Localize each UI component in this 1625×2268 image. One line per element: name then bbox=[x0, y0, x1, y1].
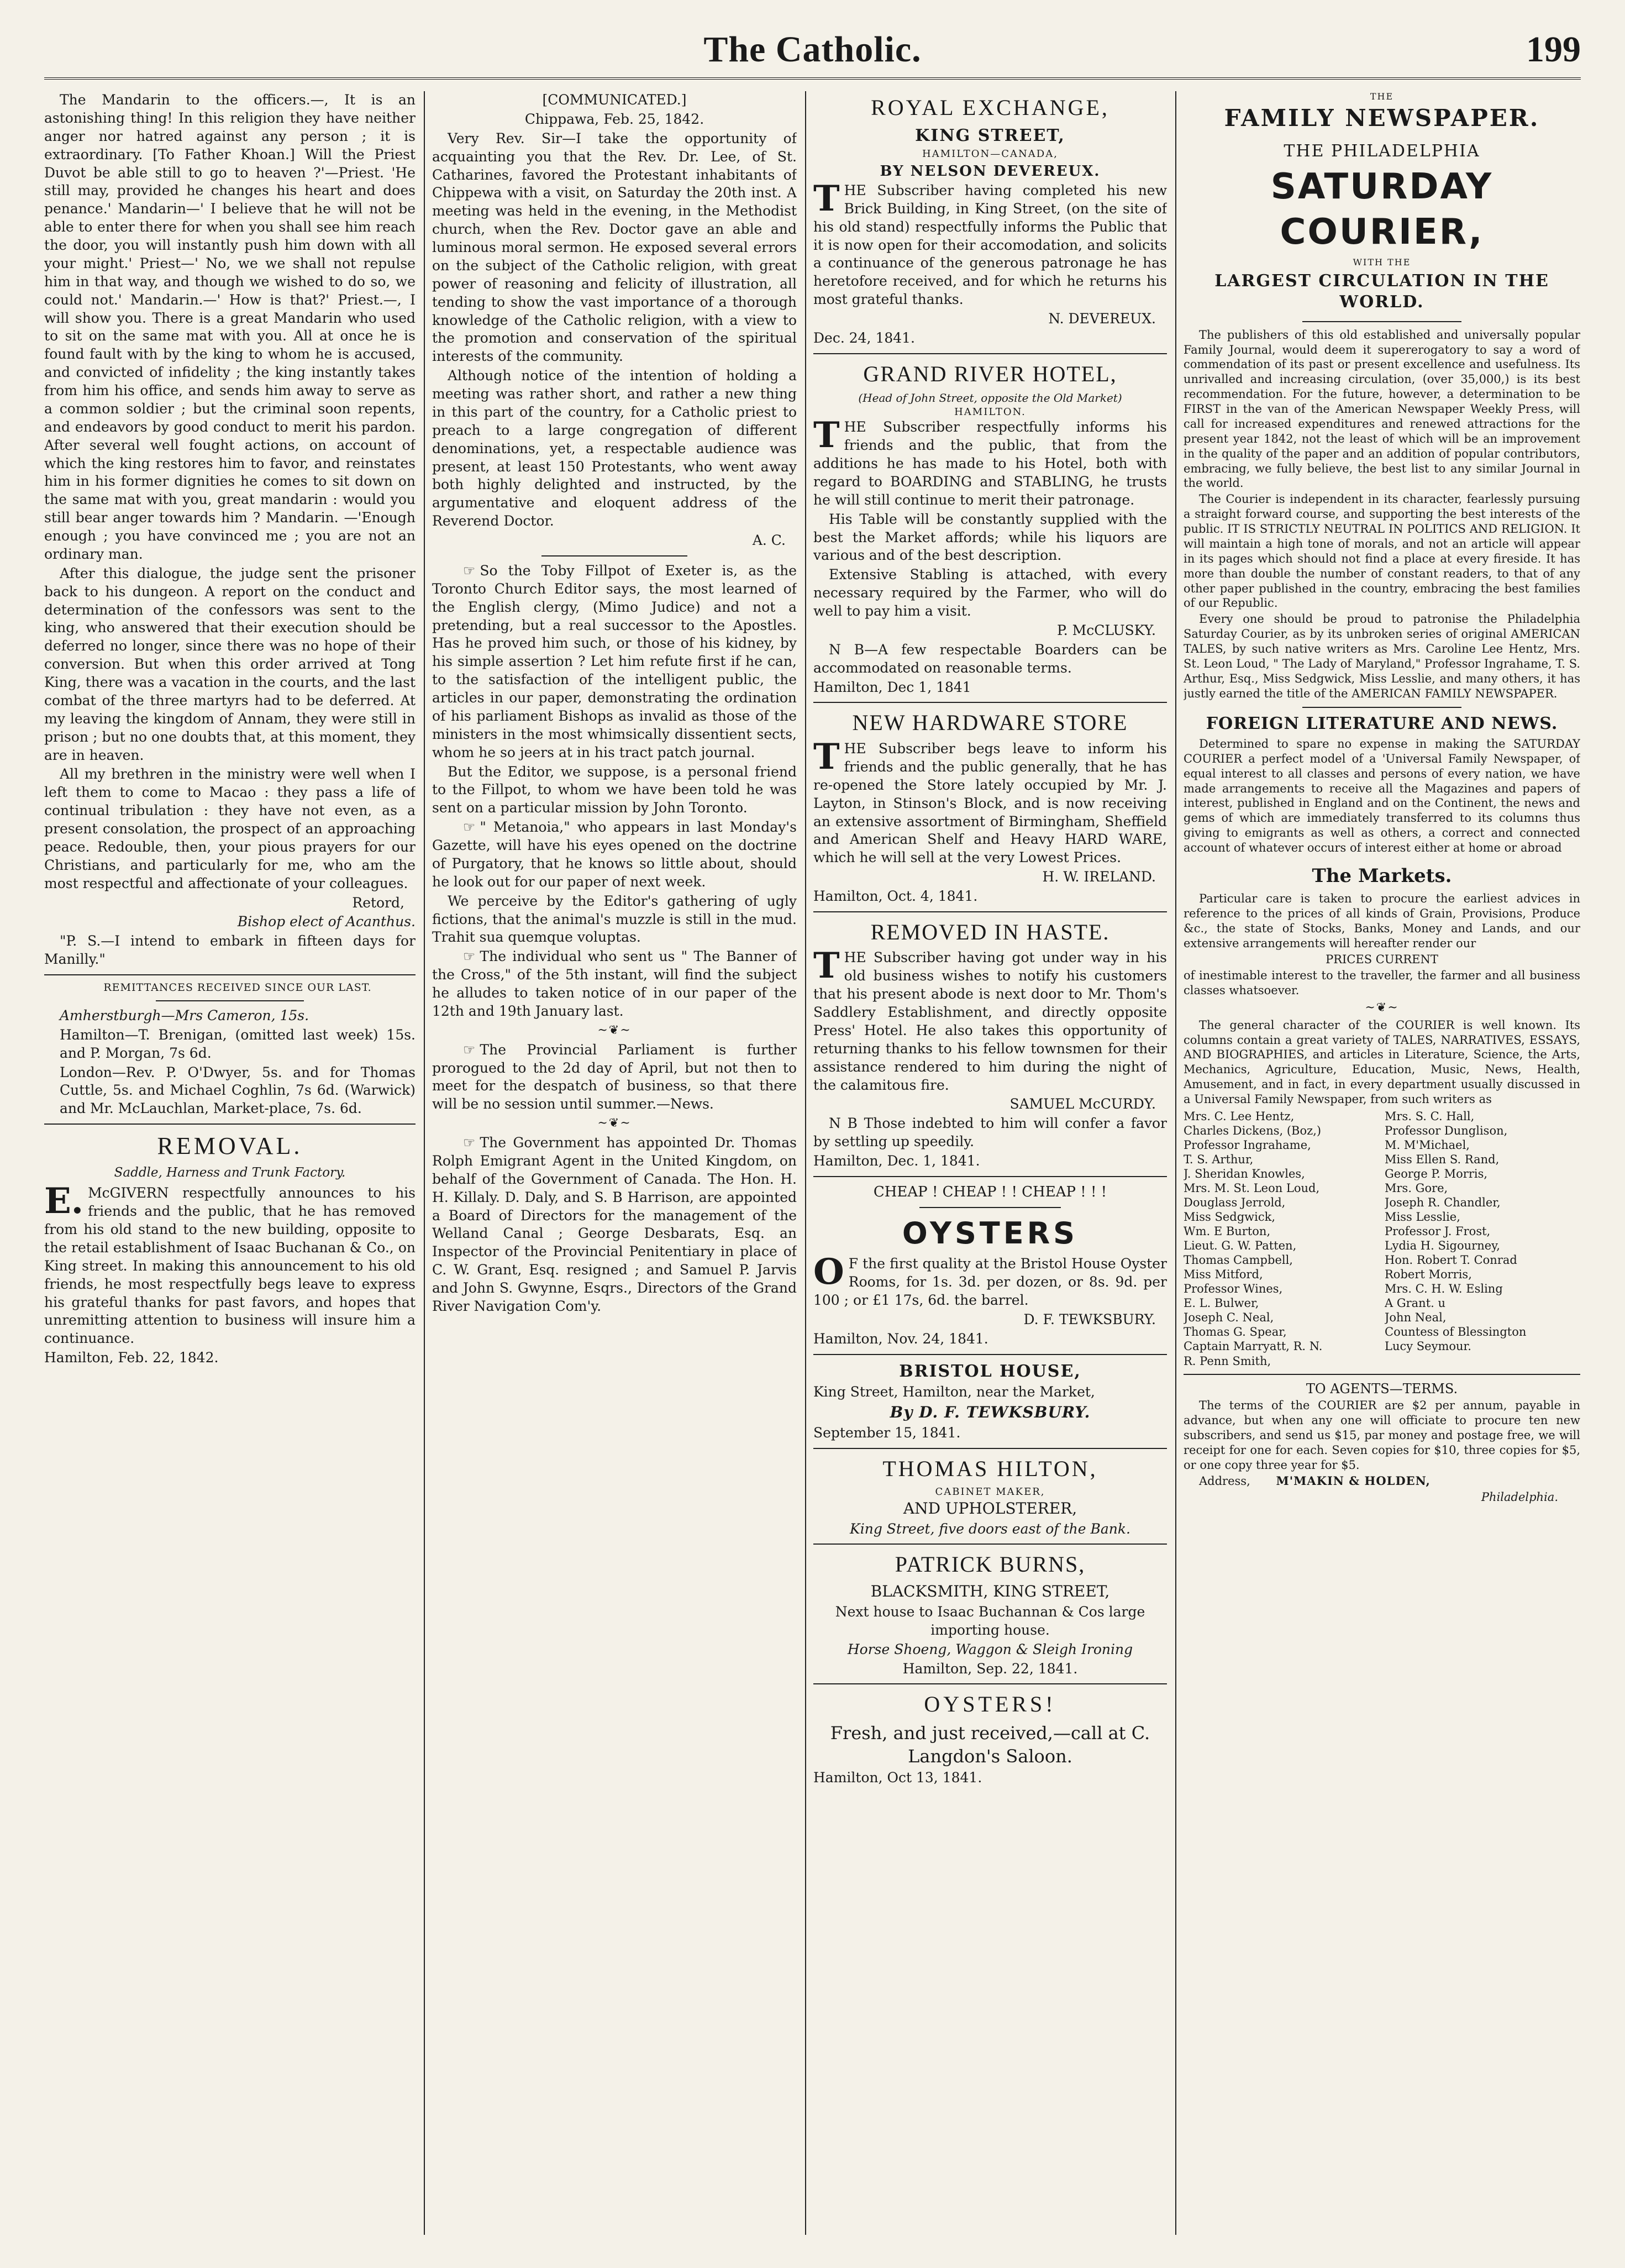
ad-signature: SAMUEL McCURDY. bbox=[1009, 1096, 1156, 1112]
writer-name: Miss Sedgwick, bbox=[1184, 1210, 1276, 1224]
writer-name: M. M'Michael, bbox=[1385, 1138, 1470, 1152]
ad-note: N B—A few respectable Boarders can be accommodated on reasonable terms. bbox=[813, 641, 1167, 676]
pointing-hand-icon: ☞ bbox=[463, 1135, 476, 1151]
divider bbox=[813, 353, 1167, 354]
ad-body: HE Subscriber having got under way in his old business wishes to notify his customers that his present abode is next door to Mr. Thom's Saddlery Establishment, and directly opposite Press' Hotel. He also takes this opportunity of returning thanks to his fellow townsmen for their assistance rendered to him during the night of the calamitous fire. bbox=[813, 949, 1167, 1093]
divider bbox=[813, 1354, 1167, 1355]
removal-subheading: Saddle, Harness and Trunk Factory. bbox=[114, 1166, 346, 1180]
ad-location: HAMILTON. bbox=[954, 406, 1026, 418]
article-paragraph: The Mandarin to the officers.—, It is an astonishing thing! In this religion they have neither anger nor hatred against any person ; it is extraordinary. [To Father Khoan.] Will the Priest Duvot be able still to go to heaven ?'—Priest. 'He still may, provided he changes his heart and does penance.' Mandarin—' I believe that he will not be able to enter there for when you shall see him reach the door, you will instantly push him down with all your might.' Priest—' No, we we shall not repulse him in that way, and though we wished to do so, we could not.' Mandarin.—' How is that?' Priest.—, I will show you. There is a great Mandarin who used to sit on the same mat with you. All at once he is found fault with by the king to whom he is accused, and convicted of infidelity ; the king instantly takes from him his office, and sends him away to serve as a common soldier ; but the criminal soon repents, and endeavors by good conduct to merit his pardon. After several well fought actions, on account of which the king restores him to favor, and reinstates him in his former dignities he comes to sit down on the same mat with you, great mandarin : would you still bear anger towards him ? Mandarin. —'Enough enough ; you have convinced me ; you are not an ordinary man. bbox=[44, 92, 416, 562]
ad-paragraph: The terms of the COURIER are $2 per annum, payable in advance, but when any one will officiate to procure ten new subscribers, and send us $15, par money and postage free, we will receipt for one for each. Seven copies for $10, three copies for $5, or one copy three year for $5. bbox=[1184, 1399, 1580, 1472]
article-paragraph: We perceive by the Editor's gathering of ugly fictions, that the animal's muzzle is still in the mud. Trahit sua quemque voluptas. bbox=[432, 893, 797, 946]
dateline: Chippawa, Feb. 25, 1842. bbox=[524, 111, 704, 127]
ad-paragraph: The Courier is independent in its character, fearlessly pursuing a straight forward course, and supporting the best interests of the public. IT IS STRICTLY NEUTRAL IN POLITICS AND RELIGION. It will maintain a high tone of morals, and not an article will appear in its pages which should not find a place at every fireside. It has more than double the number of constant readers, to that of any other paper published in the country, embracing the best families of our Republic. bbox=[1184, 492, 1580, 610]
ad-paragraph: Every one should be proud to patronise the Philadelphia Saturday Courier, as by its unbroken series of original AMERICAN TALES, by such native writers as Mrs. Caroline Lee Hentz, Mrs. St. Leon Loud, " The Lady of Maryland," Professor Ingrahame, T. S. Arthur, Esq., Miss Sedgwick, Miss Lesslie, and many others, it has justly earned the title of the AMERICAN FAMILY NEWSPAPER. bbox=[1184, 612, 1580, 700]
pointing-hand-icon: ☞ bbox=[463, 1041, 476, 1058]
ad-subheading: (Head of John Street, opposite the Old Market) bbox=[858, 391, 1122, 405]
ornament-icon: ~❦~ bbox=[597, 1023, 632, 1037]
ad-note: N B Those indebted to him will confer a favor by settling up speedily. bbox=[813, 1115, 1167, 1150]
article-paragraph: After this dialogue, the judge sent the prisoner back to his dungeon. A report on the conduct and determination of the confessors was sent to the king, who answered that their execution should be deferred no longer, since there was no hope of their conversion. But when this order arrived at Tong King, there was a vacation in the courts, and the last combat of the three martyrs had to be deferred. At my leaving the kingdom of Annam, they were still in prison ; but no one doubts that, at this moment, they are in heaven. bbox=[44, 565, 416, 763]
ad-date: Hamilton, Dec 1, 1841 bbox=[813, 679, 971, 695]
divider bbox=[919, 1207, 1061, 1208]
ad-date: Hamilton, Nov. 24, 1841. bbox=[813, 1330, 988, 1347]
column-3 bbox=[813, 91, 1167, 2235]
divider bbox=[813, 1448, 1167, 1449]
divider bbox=[813, 702, 1167, 703]
ad-heading: PATRICK BURNS, bbox=[895, 1552, 1086, 1577]
ad-signature: H. W. IRELAND. bbox=[1042, 869, 1156, 885]
ad-signature: D. F. TEWKSBURY. bbox=[1023, 1311, 1156, 1327]
foreign-heading: FOREIGN LITERATURE AND NEWS. bbox=[1206, 713, 1558, 733]
ad-paragraph: Determined to spare no expense in making the SATURDAY COURIER a perfect model of a 'Universal Family Newspaper, of equal interest to all classes and persons of every nation, we have made arrangements to receive all the Magazines and papers of interest, published in England and on the Continent, the news and gems of which are immediately transferred to its columns thus giving to emigrants as well as others, a correct and connected account of whatever occurs of interest either at home or abroad bbox=[1184, 737, 1580, 855]
writer-name: Joseph R. Chandler, bbox=[1385, 1196, 1501, 1210]
removal-date: Hamilton, Feb. 22, 1842. bbox=[44, 1350, 219, 1366]
article-paragraph: But the Editor, we suppose, is a personal friend to the Fillpot, to whom we have been told he was sent on a particular mission by John Toronto. bbox=[432, 763, 797, 816]
article-paragraph: The individual who sent us " The Banner of the Cross," of the 5th instant, will find the subject he alludes to taken notice of in our paper of the 12th and 19th January last. bbox=[432, 948, 797, 1019]
article-paragraph: " Metanoia," who appears in last Monday's Gazette, will have his eyes opened on the doctrine of Purgatory, that he knows so little about, should he look out for our paper of next week. bbox=[432, 819, 797, 890]
divider bbox=[813, 1544, 1167, 1545]
remittance-item: Hamilton—T. Brenigan, (omitted last week) 15s. and P. Morgan, 7s 6d. bbox=[60, 1026, 416, 1061]
ad-heading: OYSTERS! bbox=[924, 1692, 1056, 1717]
drop-cap: T bbox=[813, 736, 840, 778]
writer-name: Professor Ingrahame, bbox=[1184, 1138, 1311, 1152]
markets-heading: The Markets. bbox=[1312, 864, 1452, 887]
signature: A. C. bbox=[752, 532, 786, 548]
column-divider bbox=[1175, 91, 1176, 2235]
writer-name: Mrs. Gore, bbox=[1385, 1182, 1448, 1195]
ad-body: F the first quality at the Bristol House Oyster Rooms, for 1s. 3d. per dozen, or 8s. 9d. per 100 ; or £1 17s, 6d. the barrel. bbox=[813, 1256, 1167, 1308]
prices-current: PRICES CURRENT bbox=[1326, 952, 1438, 966]
signature: Retord, bbox=[352, 894, 404, 911]
divider bbox=[1184, 1374, 1580, 1375]
writer-name: Wm. E Burton, bbox=[1184, 1225, 1271, 1238]
signature-title: Bishop elect of Acanthus. bbox=[237, 914, 416, 930]
ad-body: HE Subscriber having completed his new Brick Building, in King Street, (on the site of his old stand) respectfully informs the Public that it is now open for their accomodation, and solicits a continuance of the generous patronage he has heretofore received, and for which he returns his most grateful thanks. bbox=[813, 182, 1167, 308]
article-paragraph: All my brethren in the ministry were well when I left them to come to Macao : they pass a life of continual tribulation : they have not even, as a present consolation, the prospect of an approaching peace. Redouble, then, your pious prayers for our Christians, and particularly for me, who am the most respectful and affectionate of your colleagues. bbox=[44, 766, 416, 891]
article-paragraph: Very Rev. Sir—I take the opportunity of acquainting you that the Rev. Dr. Lee, of St. Catharines, favored the Protestant inhabitants of Chippewa with a visit, on Saturday the 20th inst. A meeting was held in the evening, in the Methodist church, when the Rev. Doctor gave an able and luminous moral sermon. He exposed several errors on the subject of the Catholic religion, with great power of reasoning and felicity of illustration, all tending to show the vast importance of a thorough knowledge of the Catholic religion, with a view to the promotion and conservation of the spiritual interests of the community. bbox=[432, 130, 797, 365]
ad-location: HAMILTON—CANADA, bbox=[922, 148, 1058, 160]
ad-body: Extensive Stabling is attached, with every necessary required by the Farmer, who will do well to pay him a visit. bbox=[813, 566, 1167, 620]
column-2 bbox=[432, 91, 797, 2235]
ad-heading: BRISTOL HOUSE, bbox=[899, 1361, 1081, 1381]
writer-name: T. S. Arthur, bbox=[1184, 1153, 1254, 1167]
ad-date: Dec. 24, 1841. bbox=[813, 329, 916, 346]
ad-heading: NEW HARDWARE STORE bbox=[852, 710, 1128, 736]
postscript: "P. S.—I intend to embark in fifteen days for Manilly." bbox=[44, 933, 416, 968]
ad-body: Horse Shoeng, Waggon & Sleigh Ironing bbox=[847, 1641, 1133, 1657]
divider bbox=[813, 1176, 1167, 1177]
ad-signature: P. McCLUSKY. bbox=[1056, 622, 1156, 638]
column-divider bbox=[424, 91, 425, 2235]
ad-date: Hamilton, Dec. 1, 1841. bbox=[813, 1153, 980, 1169]
divider bbox=[813, 911, 1167, 912]
ad-proprietor: BY NELSON DEVEREUX. bbox=[880, 162, 1101, 180]
writer-name: Joseph C. Neal, bbox=[1184, 1311, 1274, 1325]
divider bbox=[156, 1000, 304, 1001]
writer-name: Charles Dickens, (Boz,) bbox=[1184, 1124, 1322, 1138]
masthead-with: WITH THE bbox=[1353, 257, 1411, 268]
masthead-family: FAMILY NEWSPAPER. bbox=[1224, 104, 1540, 132]
writer-name: Robert Morris, bbox=[1385, 1268, 1472, 1282]
ad-signature: N. DEVEREUX. bbox=[1048, 311, 1156, 327]
ad-subheading: AND UPHOLSTERER, bbox=[903, 1499, 1077, 1518]
writer-name: Captain Marryatt, R. N. bbox=[1184, 1340, 1323, 1353]
ad-paragraph: The publishers of this old established and universally popular Family Journal, would deem it supererogatory to say a word of commendation of its past or present excellence and usefulness. Its unrivalled and increasing circulation, (over 35,000,) is its best recommendation. For the future, however, a determination to be FIRST in the van of the American Newspaper Weekly Press, will call for increased expenditures and renewed attractions for the present year 1842, not the least of which will be an improvement in the quality of the paper and an addition of popular contributors, embracing, we fully believe, the best list to any similar Journal in the world. bbox=[1184, 328, 1580, 490]
writer-name: Countess of Blessington bbox=[1385, 1325, 1527, 1339]
agents-heading: TO AGENTS—TERMS. bbox=[1306, 1380, 1458, 1397]
writer-name: Lydia H. Sigourney, bbox=[1385, 1239, 1500, 1253]
ad-subheading: KING STREET, bbox=[915, 125, 1065, 145]
drop-cap: E. bbox=[44, 1180, 84, 1222]
ad-subheading: CABINET MAKER, bbox=[935, 1486, 1045, 1498]
drop-cap: T bbox=[813, 177, 840, 219]
column-1 bbox=[44, 91, 416, 2235]
column-4 bbox=[1184, 91, 1580, 2235]
communicated-label: [COMMUNICATED.] bbox=[542, 92, 687, 108]
ad-body: Next house to Isaac Buchannan & Cos large importing house. bbox=[835, 1603, 1145, 1638]
page-header bbox=[44, 22, 1581, 72]
courier-masthead bbox=[1184, 91, 1580, 313]
remittance-item: Amherstburgh—Mrs Cameron, 15s. bbox=[60, 1007, 309, 1023]
column-divider bbox=[805, 91, 806, 2235]
divider bbox=[44, 974, 416, 975]
address-label: Address, bbox=[1199, 1474, 1250, 1488]
masthead-the: THE bbox=[1370, 91, 1394, 102]
article-paragraph: So the Toby Fillpot of Exeter is, as the Toronto Church Editor says, the most learned of the English clergy, (Mimo Judice) and not a pretending, but a real successor to the Apostles. Has he proved him such, or those of his kidney, by his simple assertion ? Let him refute first if he can, to the satisfaction of the intelligent public, the articles in our paper, demonstrating the ordination of his parliament Bishops as invalid as those of the ministers in the most whimsically dissentient sects, whom he so jeers at in his tract patch journal. bbox=[432, 562, 797, 760]
remittance-item: London—Rev. P. O'Dwyer, 5s. and for Thomas Cuttle, 5s. and Michael Coghlin, 7s 6d. (Warwick) and Mr. McLauchlan, Market-place, 7s. 6d. bbox=[60, 1064, 416, 1117]
writer-name bbox=[1385, 1354, 1580, 1368]
ad-paragraph: The general character of the COURIER is well known. Its columns contain a great variety of TALES, NARRATIVES, ESSAYS, AND BIOGRAPHIES, and articles in Literature, Science, the Arts, Mechanics, Agriculture, Education, Music, News, Health, Amusement, and in fact, in every department usually discussed in a Universal Family Newspaper, from such writers as bbox=[1184, 1018, 1580, 1106]
writer-name: Miss Ellen S. Rand, bbox=[1385, 1153, 1500, 1167]
writer-name: Thomas Campbell, bbox=[1184, 1253, 1293, 1267]
masthead-circulation: LARGEST CIRCULATION IN THE WORLD. bbox=[1214, 271, 1549, 312]
removal-body: McGIVERN respectfully announces to his friends and the public, that he has removed from his old stand to the new building, opposite to the retail establishment of Isaac Buchanan & Co., on King street. In making this announcement to his old friends, he most respectfully begs leave to express his grateful thanks for past favors, and hopes that unremitting attention to business will insure him a continuance. bbox=[44, 1185, 416, 1347]
article-paragraph: Although notice of the intention of holding a meeting was rather short, and rather a new thing in this part of the country, for a Catholic priest to preach to a large congregation of different denominations, yet, a respectable audience was present, at least 150 Protestants, who went away both highly delighted and instructed, by the argumentative and eloquent address of the Reverend Doctor. bbox=[432, 368, 797, 529]
ad-date: Hamilton, Oct 13, 1841. bbox=[813, 1770, 982, 1786]
page-number: 199 bbox=[1526, 29, 1581, 70]
address-city: Philadelphia. bbox=[1481, 1490, 1558, 1504]
writer-name: Professor J. Frost, bbox=[1385, 1225, 1491, 1238]
writer-name: Mrs. C. Lee Hentz, bbox=[1184, 1109, 1295, 1123]
cheap-banner: CHEAP ! CHEAP ! ! CHEAP ! ! ! bbox=[873, 1183, 1107, 1200]
writer-name: Thomas G. Spear, bbox=[1184, 1325, 1287, 1339]
ad-paragraph: of inestimable interest to the traveller, the farmer and all business classes whatsoever. bbox=[1184, 968, 1580, 997]
ad-body: His Table will be constantly supplied with the best the Market affords; while his liquors are various and of the best description. bbox=[813, 511, 1167, 564]
writer-name: John Neal, bbox=[1385, 1311, 1447, 1325]
masthead-philadelphia: THE PHILADELPHIA bbox=[1284, 141, 1480, 161]
ad-body: HE Subscriber begs leave to inform his friends and the public generally, that he has re-opened the Store lately occupied by Mr. J. Layton, in Stinson's Block, and is now receiving an extensive assortment of Birmingham, Sheffield and American Shelf and Heavy HARD WARE, which he will sell at the very Lowest Prices. bbox=[813, 741, 1167, 866]
writer-name: Mrs. S. C. Hall, bbox=[1385, 1109, 1475, 1123]
writer-name: Mrs. M. St. Leon Loud, bbox=[1184, 1182, 1320, 1195]
writer-name: R. Penn Smith, bbox=[1184, 1354, 1271, 1368]
ornament-icon: ~❦~ bbox=[597, 1116, 632, 1131]
writer-name: A Grant. u bbox=[1385, 1296, 1446, 1310]
pointing-hand-icon: ☞ bbox=[463, 948, 476, 965]
writer-name: Professor Dunglison, bbox=[1385, 1124, 1508, 1138]
ad-body: King Street, Hamilton, near the Market, bbox=[813, 1383, 1095, 1400]
writer-name: Miss Lesslie, bbox=[1385, 1210, 1460, 1224]
ad-paragraph: Particular care is taken to procure the earliest advices in reference to the prices of all kinds of Grain, Provisions, Produce &c., the state of Stocks, Banks, Money and Lands, and our extensive arrangements will hereafter render our bbox=[1184, 892, 1580, 951]
divider bbox=[1302, 707, 1461, 708]
writer-name: George P. Morris, bbox=[1385, 1167, 1488, 1181]
writer-name: Lieut. G. W. Patten, bbox=[1184, 1239, 1297, 1253]
drop-cap: T bbox=[813, 414, 840, 456]
oysters-heading: OYSTERS bbox=[902, 1216, 1079, 1251]
ad-heading: ROYAL EXCHANGE, bbox=[871, 95, 1109, 120]
writers-list bbox=[1184, 1109, 1580, 1368]
ad-date: September 15, 1841. bbox=[813, 1424, 961, 1441]
ad-address: King Street, five doors east of the Bank. bbox=[850, 1520, 1130, 1537]
ad-heading: GRAND RIVER HOTEL, bbox=[863, 361, 1117, 386]
drop-cap: O bbox=[813, 1251, 844, 1293]
header-rule bbox=[44, 77, 1581, 80]
ad-body: HE Subscriber respectfully informs his friends and the public, that from the additions he has made to his Hotel, both with regard to BOARDING and STABLING, he trusts he will still continue to merit their patronage. bbox=[813, 419, 1167, 508]
pointing-hand-icon: ☞ bbox=[463, 819, 476, 836]
remittances-heading: REMITTANCES RECEIVED SINCE OUR LAST. bbox=[103, 981, 372, 994]
ornament-icon: ~❦~ bbox=[1365, 1000, 1399, 1015]
removal-heading: REMOVAL. bbox=[157, 1132, 303, 1160]
divider bbox=[44, 1124, 416, 1125]
ad-proprietor: By D. F. TEWKSBURY. bbox=[890, 1403, 1091, 1421]
divider bbox=[813, 1683, 1167, 1684]
divider bbox=[541, 555, 687, 556]
ad-subheading: BLACKSMITH, KING STREET, bbox=[870, 1582, 1110, 1601]
writer-name: E. L. Bulwer, bbox=[1184, 1296, 1259, 1310]
ad-body: Fresh, and just received,—call at C. Langdon's Saloon. bbox=[830, 1722, 1150, 1767]
article-paragraph: The Government has appointed Dr. Thomas Rolph Emigrant Agent in the United Kingdom, on behalf of the Government of Canada. The Hon. H. H. Killaly. D. Daly, and S. B Harrison, are appointed a Board of Directors for the management of the Welland Canal ; George Desbarats, Esq. an Inspector of the Provincial Penitentiary in place of C. W. Grant, Esq. resigned ; and Samuel P. Jarvis and John S. Gwynne, Esqrs., Directors of the Grand River Navigation Com'y. bbox=[432, 1135, 797, 1314]
writer-name: Hon. Robert T. Conrad bbox=[1385, 1253, 1517, 1267]
drop-cap: T bbox=[813, 945, 840, 987]
writer-name: Professor Wines, bbox=[1184, 1282, 1283, 1296]
pointing-hand-icon: ☞ bbox=[463, 562, 476, 579]
writer-name: Lucy Seymour. bbox=[1385, 1340, 1471, 1353]
masthead-saturday-courier: SATURDAY COURIER, bbox=[1270, 166, 1493, 253]
writer-name: J. Sheridan Knowles, bbox=[1184, 1167, 1305, 1181]
newspaper-title: The Catholic. bbox=[703, 29, 922, 70]
writer-name: Mrs. C. H. W. Esling bbox=[1385, 1282, 1503, 1296]
ad-heading: REMOVED IN HASTE. bbox=[870, 919, 1110, 944]
article-paragraph: The Provincial Parliament is further prorogued to the 2d day of April, but not then to meet for the despatch of business, so that there will be no session until summer.—News. bbox=[432, 1041, 797, 1112]
ad-date: Hamilton, Oct. 4, 1841. bbox=[813, 888, 978, 905]
writer-name: Miss Mitford, bbox=[1184, 1268, 1263, 1282]
ad-heading: THOMAS HILTON, bbox=[882, 1456, 1098, 1481]
ad-date: Hamilton, Sep. 22, 1841. bbox=[902, 1660, 1078, 1677]
divider bbox=[1302, 321, 1461, 322]
address-name: M'MAKIN & HOLDEN, bbox=[1276, 1473, 1431, 1488]
writer-name: Douglass Jerrold, bbox=[1184, 1196, 1286, 1210]
